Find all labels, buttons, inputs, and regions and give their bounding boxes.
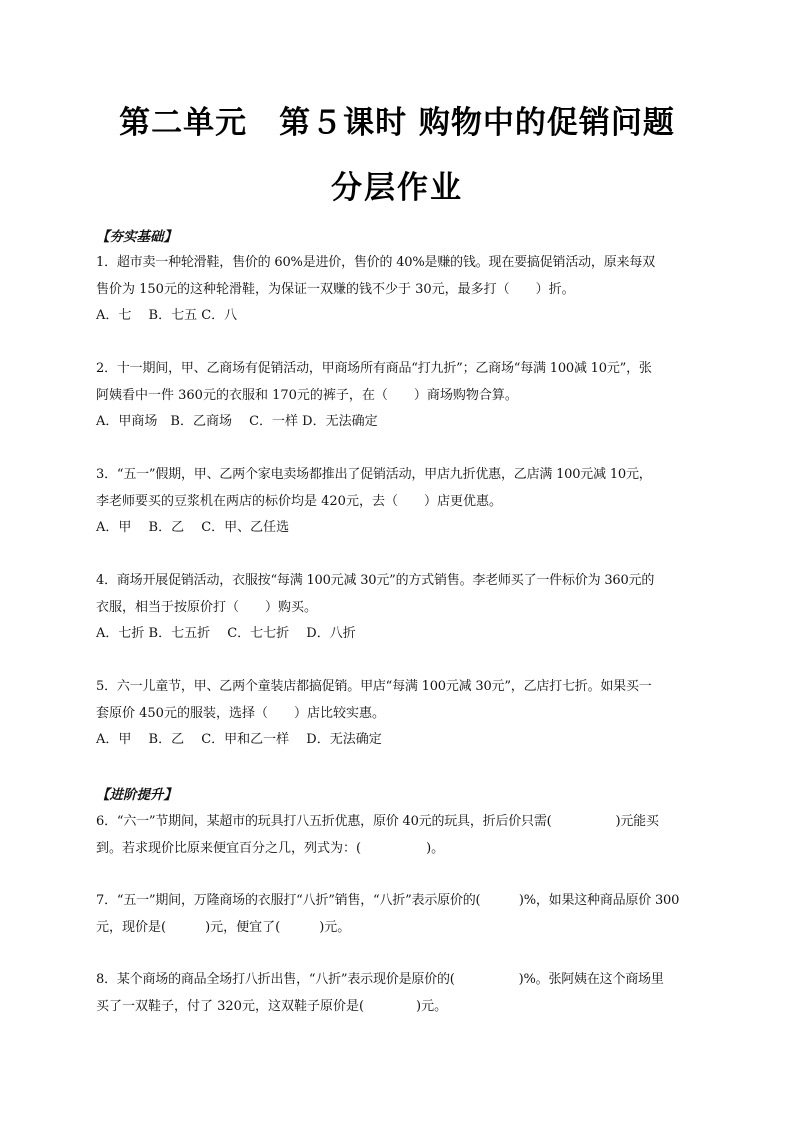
question-1-line-1: 1．超市卖一种轮滑鞋，售价的 60%是进价，售价的 40%是赚的钱。现在要搞促销活动，原来每双 [96, 255, 655, 270]
question-2-line-1: 2．十一期间，甲、乙商场有促销活动，甲商场所有商品“打九折”；乙商场“每满 100减 10元”，张 [96, 361, 652, 376]
question-6-line-1: 6．“六一”节期间，某超市的玩具打八五折优惠，原价 40元的玩具，折后价只需( )元能买 [96, 814, 659, 829]
question-4-options: A．七折 B．七五折 C．七七折 D．八折 [96, 626, 356, 641]
question-8-line-2: 买了一双鞋子，付了 320元，这双鞋子原价是( )元。 [96, 999, 448, 1014]
question-3-line-2: 李老师要买的豆浆机在两店的标价均是 420元，去（ ）店更优惠。 [96, 494, 502, 509]
question-5-line-2: 套原价 450元的服装，选择（ ）店比较实惠。 [96, 706, 385, 721]
question-1-line-2: 售价为 150元的这种轮滑鞋，为保证一双赚的钱不少于 30元，最多打（ ）折。 [96, 282, 575, 297]
question-2-options: A．甲商场 B．乙商场 C．一样 D．无法确定 [96, 414, 378, 429]
question-3-options: A．甲 B．乙 C．甲、乙任选 [96, 520, 290, 535]
question-7-line-1: 7．“五一”期间，万隆商场的衣服打“八折”销售，“八折”表示原价的( )%，如果这种商品原价 300 [96, 893, 680, 908]
page-title: 第二单元 第５课时 购物中的促销问题 [119, 105, 675, 141]
section-heading-advanced: 【进阶提升】 [96, 787, 177, 803]
question-4-line-2: 衣服，相当于按原价打（ ）购买。 [96, 600, 318, 615]
section-heading-basic: 【夯实基础】 [96, 229, 177, 245]
question-1-options: A．七 B．七五 C．八 [96, 308, 238, 323]
question-5-options: A．甲 B．乙 C．甲和乙一样 D．无法确定 [96, 732, 382, 747]
question-3-line-1: 3．“五一”假期，甲、乙两个家电卖场都推出了促销活动，甲店九折优惠，乙店满 100元减 10元， [96, 467, 652, 482]
question-4-line-1: 4．商场开展促销活动，衣服按“每满 100元减 30元”的方式销售。李老师买了一件标价为 360元的 [96, 573, 655, 588]
question-7-line-2: 元，现价是( )元，便宜了( )元。 [96, 920, 351, 935]
question-8-line-1: 8．某个商场的商品全场打八折出售，“八折”表示现价是原价的( )%。张阿姨在这个商场里 [96, 972, 664, 987]
page-subtitle: 分层作业 [331, 170, 463, 206]
question-2-line-2: 阿姨看中一件 360元的衣服和 170元的裤子，在（ ）商场购物合算。 [96, 388, 518, 403]
question-5-line-1: 5．六一儿童节，甲、乙两个童装店都搞促销。甲店“每满 100元减 30元”，乙店打七折。如果买一 [96, 679, 652, 694]
question-6-line-2: 到。若求现价比原来便宜百分之几，列式为：( )。 [96, 841, 445, 856]
